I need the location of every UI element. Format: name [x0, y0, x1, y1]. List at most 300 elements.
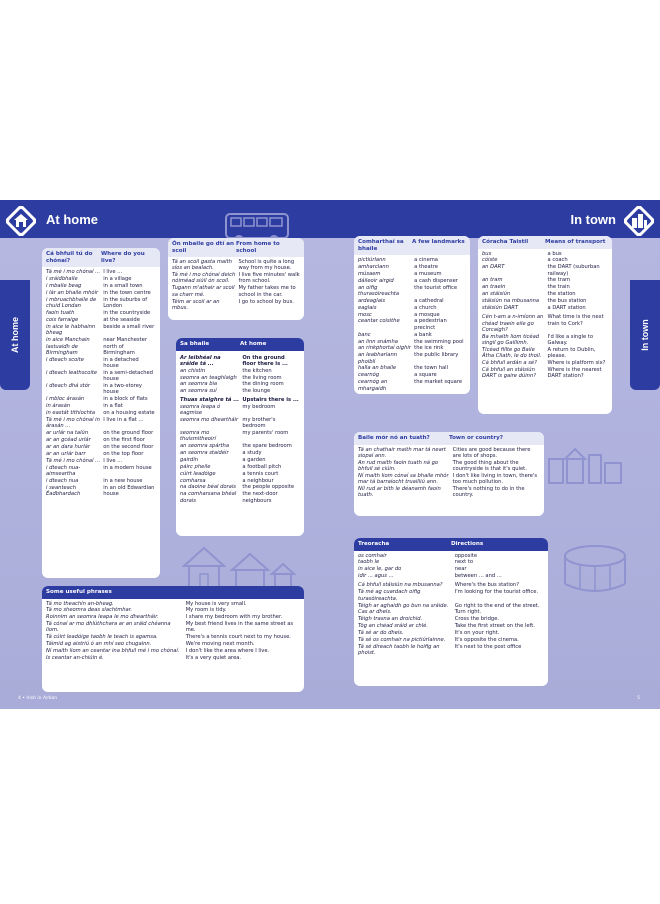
table-row [46, 403, 156, 409]
table-row [180, 375, 300, 381]
english-text: Cross the bridge. [454, 616, 500, 623]
table-row [358, 609, 544, 615]
table-row [358, 603, 544, 609]
table-row [358, 573, 544, 579]
table-row [46, 451, 156, 457]
irish-text: Tá mé i mo chónaí in árasán ... [46, 417, 100, 430]
school-box-header-english: From home to school [236, 241, 280, 254]
table-row [46, 269, 156, 275]
transport-box [478, 236, 612, 414]
english-text: beside a small river [103, 323, 155, 330]
table-row [358, 559, 544, 565]
irish-text: Tá sé os comhair na pictiúrlainne. [358, 637, 446, 643]
table-row [46, 641, 300, 647]
irish-text: i dteach scoite [46, 356, 84, 363]
english-text: my parents' room [242, 429, 289, 436]
english-text: What time is the next train to Cork? [547, 314, 604, 327]
side-tab-left [0, 280, 30, 390]
town-or-country-box [354, 432, 544, 516]
english-text: in a flat [103, 403, 123, 410]
english-text: Take the first street on the left. [454, 623, 535, 630]
table-row [46, 458, 156, 464]
table-row [482, 298, 608, 304]
english-text: in a detached house [103, 356, 139, 370]
table-row [358, 447, 540, 460]
irish-text: gairdín [180, 456, 199, 463]
english-text: a mosque [414, 311, 440, 318]
irish-text: Thuas staighre tá ... [180, 396, 240, 403]
irish-text: Téigh trasna an droichid. [358, 616, 423, 623]
table-row [180, 484, 300, 490]
irish-text: lastuaidh de Birmingham [46, 343, 78, 356]
english-text: Upstairs there is ... [242, 396, 299, 403]
english-text: a pedestrian precinct [414, 318, 447, 331]
irish-text: Cá bhfuil stáisiún na mbusanna? [358, 582, 443, 589]
irish-text: Ticéad fillte go Baile Átha Cliath, le do thoil. [482, 347, 542, 360]
irish-text: an leabharlann phoiblí [358, 352, 398, 365]
footer-left: 4 • Irish in Action [18, 696, 58, 701]
phrases-box-title: Some useful phrases [46, 589, 112, 595]
irish-text: an seomra spártha [180, 443, 230, 450]
english-text: the town hall [414, 365, 449, 372]
english-text: in a block of flats [103, 396, 148, 403]
irish-text: an seomra suí [180, 388, 217, 395]
english-text: a garden [242, 456, 266, 463]
side-tab-left-label: At home [10, 317, 20, 353]
english-text: The good thing about the countryside is that it's quiet. [452, 459, 527, 472]
english-text: at the seaside [103, 316, 140, 323]
english-text: My father takes me to school in the car. [238, 285, 296, 298]
directions-box-header-english: Directions [451, 541, 484, 547]
irish-text: i dteach nua [46, 477, 79, 484]
table-row [46, 337, 156, 343]
directions-box-header [354, 538, 548, 551]
irish-text: banc [358, 331, 371, 338]
english-text: on the top floor [103, 450, 144, 457]
irish-text: i dteach dhá stór [46, 383, 91, 390]
town-box-header-irish: Baile mór nó an tuath? [358, 435, 430, 441]
irish-text: Cén t-am a n-imíonn an chéad traein eile go Corcaigh? [482, 314, 544, 333]
english-text: There's a tennis court next to my house. [185, 634, 291, 641]
transport-box-rows [478, 249, 612, 383]
school-box-header-irish: Ón mbaile go dtí an scoil [172, 241, 234, 254]
irish-text: taobh le [358, 559, 380, 566]
table-row [46, 370, 156, 383]
table-row [180, 404, 300, 417]
table-row [358, 271, 466, 277]
header-band [0, 200, 660, 238]
directions-box-header-irish: Treoracha [358, 541, 390, 547]
english-text: I'm looking for the tourist office. [454, 589, 539, 596]
english-text: in a new house [103, 477, 143, 484]
table-row [46, 383, 156, 396]
irish-text: halla an bhaile [358, 365, 397, 372]
table-row [46, 417, 156, 430]
irish-text: Tá mé ag cuardach oifig turasóireachta. [358, 589, 421, 602]
irish-text: in eastát tithíochta [46, 410, 96, 417]
side-tab-right-label: In town [640, 319, 650, 351]
english-text: in the town centre [103, 289, 151, 296]
irish-text: pictiúrlann [358, 257, 386, 263]
table-row [180, 388, 300, 394]
footer-right: 5 [637, 696, 640, 701]
irish-text: seomra leapa ó eagmise [180, 403, 221, 416]
irish-text: stáisiún na mbusanna [482, 298, 540, 305]
english-text: I'd like a single to Galway. [547, 333, 593, 347]
english-text: my bedroom [242, 403, 276, 410]
english-text: I share my bedroom with my brother. [185, 614, 283, 621]
table-row [358, 298, 466, 304]
table-row [46, 357, 156, 370]
irish-text: Tá mé i mo chónaí ... [46, 269, 101, 275]
irish-text: an stáisiún [482, 291, 511, 298]
irish-text: Ba mhaith liom ticéad singil go Gaillimh. [482, 333, 540, 347]
table-row [482, 334, 608, 347]
table-row [46, 317, 156, 323]
irish-text: Ní maith liom an ceantar ina bhfuil mé i mo chónaí. [46, 648, 180, 655]
irish-text: in aice le, gar do [358, 566, 402, 573]
table-row [358, 345, 466, 351]
english-text: next to [454, 559, 474, 566]
table-row [180, 417, 300, 430]
english-text: the people opposite [242, 484, 295, 491]
house-logo-icon [6, 206, 36, 236]
irish-text: an chistin [180, 367, 206, 374]
irish-text: Téigh ar aghaidh go bun na sráide. [358, 602, 449, 609]
english-text: the station [547, 291, 576, 298]
table-row [358, 339, 466, 345]
irish-text: ardeaglais [358, 297, 386, 304]
english-text: in the countryside [103, 309, 151, 316]
irish-text: Ar leibhéal na sráide tá ... [180, 354, 221, 367]
english-text: the train [547, 284, 570, 291]
english-text: It's a very quiet area. [185, 655, 242, 662]
irish-text: mosc [358, 311, 372, 318]
english-text: the lounge [242, 388, 271, 395]
table-row [358, 379, 466, 392]
where-box-rows [42, 267, 160, 500]
irish-text: Tá mé i mo chónaí ... [46, 457, 101, 464]
english-text: my brother's bedroom [242, 416, 276, 430]
irish-text: i mbloc árasán [46, 396, 85, 403]
table-row [46, 283, 156, 289]
phrases-box-rows [42, 599, 304, 664]
irish-text: Roinnim an seomra leapa le mo dheartháir. [46, 614, 159, 621]
english-text: a cathedral [414, 297, 444, 304]
irish-text: dáileoir airgid [358, 277, 394, 284]
irish-text: stáisiún DART [482, 305, 519, 312]
table-row [358, 305, 466, 311]
directions-box-rows [354, 551, 548, 660]
house-box-rows [176, 351, 304, 507]
english-text: a neighbour [242, 477, 274, 484]
irish-text: Téim ar scoil ar an mbus. [172, 298, 220, 311]
town-logo-icon [624, 206, 654, 236]
table-row [358, 473, 540, 486]
table-row [46, 324, 156, 337]
english-text: a study [242, 450, 262, 456]
irish-text: Níl rud ar bith le déanamh faoin tuath. [358, 486, 441, 499]
english-text: A return to Dublin, please. [547, 347, 596, 360]
english-text: near [454, 566, 467, 573]
transport-box-header-english: Means of transport [545, 239, 606, 245]
irish-text: i sráidbhaile [46, 275, 78, 282]
irish-text: páirc pheile [180, 463, 211, 470]
page-title-left: At home [46, 212, 98, 227]
irish-text: an oifig thurasóireachta [358, 284, 400, 297]
house-box-header [176, 338, 304, 351]
table-row [358, 264, 466, 270]
table-row [46, 465, 156, 478]
where-box-header-english: Where do you live? [101, 251, 145, 264]
table-row [180, 443, 300, 449]
english-text: a coach [547, 257, 568, 264]
english-text: We're moving next month. [185, 641, 255, 648]
table-row [46, 655, 300, 661]
landmarks-box [354, 236, 470, 394]
house-box-header-english: At home [240, 341, 267, 347]
town-box-header [354, 432, 544, 445]
irish-text: os comhair [358, 552, 387, 559]
irish-text: ar urlár na talún [46, 430, 89, 437]
english-text: the market square [414, 379, 463, 386]
english-text: in a village [103, 275, 132, 282]
table-row [180, 471, 300, 477]
irish-text: seomra mo thuismitheoirí [180, 429, 216, 443]
irish-text: Tá cúirt leadóige taobh le teach is agamsa. [46, 634, 158, 641]
english-text: the DART (suburban railway) [547, 264, 600, 277]
irish-text: Tá an scoil gasta maith síos an bealach. [172, 259, 232, 272]
table-row [358, 644, 544, 657]
english-text: on the ground floor [103, 430, 154, 437]
table-row [46, 310, 156, 316]
table-row [180, 450, 300, 456]
english-text: a DART station [547, 305, 586, 312]
table-row [46, 276, 156, 282]
table-row [482, 284, 608, 290]
signs-box-header [354, 236, 470, 255]
where-do-you-live-box [42, 248, 160, 578]
table-row [482, 264, 608, 277]
english-text: a bus [547, 250, 562, 257]
irish-text: cúirt leadóige [180, 470, 216, 477]
irish-text: in árasán [46, 403, 71, 410]
table-row [180, 397, 300, 403]
page-title-right: In town [570, 212, 616, 227]
table-row [358, 352, 466, 365]
phrases-box-header [42, 586, 304, 599]
houses-icon [180, 540, 296, 590]
table-row [358, 553, 544, 559]
directions-box [354, 538, 548, 686]
irish-text: an seomra bia [180, 381, 218, 388]
irish-text: an DART [482, 264, 505, 271]
english-text: My room is tidy. [185, 607, 227, 614]
irish-text: i mbruachbhaile de chuid Londan [46, 296, 97, 309]
english-text: near Manchester [103, 336, 147, 343]
table-row [358, 623, 544, 629]
buildings-icon [545, 445, 625, 485]
english-text: the next-door neighbours [242, 491, 278, 504]
english-text: the tourist office [414, 284, 458, 291]
table-row [358, 630, 544, 636]
table-row [46, 648, 300, 654]
irish-text: músaem [358, 270, 381, 277]
side-tab-right [630, 280, 660, 390]
table-row [358, 332, 466, 338]
english-text: a theatre [414, 263, 438, 270]
english-text: a football pitch [242, 463, 282, 470]
table-row [180, 464, 300, 470]
table-row [358, 365, 466, 371]
irish-text: an tram [482, 277, 503, 284]
house-box-header-irish: Sa bhaile [180, 341, 210, 347]
irish-text: amharclann [358, 263, 389, 270]
english-text: My best friend lives in the same street as me. [185, 621, 294, 634]
signs-box-header-irish: Comharthaí sa bhaile [358, 239, 404, 252]
irish-text: seomra an teaghlaigh [180, 374, 237, 381]
english-text: the dining room [242, 381, 284, 388]
home-to-school-box [168, 238, 304, 320]
irish-text: eaglais [358, 304, 377, 311]
table-row [358, 257, 466, 263]
english-text: It's on your right. [454, 630, 500, 637]
irish-text: i lár an bhaile mhóir [46, 289, 99, 296]
table-row [358, 312, 466, 318]
table-row [358, 637, 544, 643]
english-text: a church [414, 304, 437, 311]
table-row [482, 367, 608, 380]
english-text: the ice rink [414, 345, 444, 352]
signs-box-rows [354, 255, 470, 394]
table-row [172, 272, 300, 285]
table-row [482, 305, 608, 311]
table-row [172, 299, 300, 312]
english-text: the spare bedroom [242, 443, 292, 450]
table-row [358, 589, 544, 602]
table-row [358, 278, 466, 284]
english-text: My house is very small. [185, 600, 247, 607]
table-row [482, 291, 608, 297]
at-home-rooms-box [176, 338, 304, 536]
irish-text: Táimid ag aistriú ó an mhí seo chugainn. [46, 641, 152, 648]
irish-text: cearnóg [358, 372, 380, 379]
table-row [46, 297, 156, 310]
town-box-header-english: Town or country? [449, 435, 504, 441]
english-text: the kitchen [242, 367, 272, 374]
english-text: It's next to the post office [454, 643, 522, 650]
signs-box-header-english: A few landmarks [412, 239, 465, 245]
where-box-header-irish: Cá bhfuil tú do chónaí? [46, 251, 93, 264]
useful-phrases-box [42, 586, 304, 692]
english-text: I don't like living in town, there's too much pollution. [452, 472, 538, 486]
table-row [482, 251, 608, 257]
table-row [46, 410, 156, 416]
where-box-header [42, 248, 160, 267]
english-text: the living room [242, 374, 282, 381]
english-text: I live in a flat ... [103, 417, 144, 424]
table-row [46, 601, 300, 607]
table-row [358, 486, 540, 499]
english-text: in an old Edwardian house [103, 484, 155, 498]
table-row [46, 485, 156, 498]
irish-text: Tá sé ar do dheis. [358, 630, 404, 637]
english-text: I live five minutes' walk from school. [238, 272, 300, 285]
irish-text: an rinkphortaí oighir [358, 345, 411, 352]
irish-text: Tá mo theachín an-bheag. [46, 600, 114, 607]
irish-text: ar an urlár barr [46, 450, 86, 457]
transport-box-header-irish: Córacha Taistil [482, 239, 529, 245]
irish-text: faoin tuath [46, 309, 75, 316]
english-text: a square [414, 372, 437, 379]
irish-text: an traein [482, 284, 506, 291]
irish-text: idir ... agus ... [358, 573, 394, 580]
english-text: Where's the bus station? [454, 582, 520, 589]
english-text: I live ... [103, 457, 123, 464]
english-text: in a small town [103, 282, 143, 289]
table-row [358, 285, 466, 298]
english-text: the tram [547, 277, 571, 284]
english-text: School is quite a long way from my house. [238, 259, 295, 272]
irish-text: i seanteach Éadbhardach [46, 484, 81, 498]
english-text: Where is the nearest DART station? [547, 367, 602, 380]
table-row [482, 347, 608, 360]
english-text: in a modern house [103, 464, 152, 471]
irish-text: an seomra staidéir [180, 450, 229, 456]
english-text: Where is platform six? [547, 360, 606, 367]
table-row [180, 457, 300, 463]
irish-text: Cas ar dheis. [358, 609, 392, 616]
transport-box-header [478, 236, 612, 249]
english-text: I don't like the area where I live. [185, 648, 270, 655]
irish-text: Tóg an chéad sráid ar chlé. [358, 623, 428, 630]
table-row [46, 634, 300, 640]
table-row [46, 396, 156, 402]
stadium-icon [560, 540, 630, 596]
table-row [46, 607, 300, 613]
irish-text: Tugann m'athair ar scoil sa charr mé. [172, 285, 235, 298]
irish-text: comharsa [180, 477, 206, 484]
table-row [358, 582, 544, 588]
irish-text: Tá an chathair maith mar tá neart siopaí ann. [358, 446, 446, 459]
english-text: Turn right. [454, 609, 482, 616]
english-text: on the second floor [103, 444, 154, 450]
table-row [46, 614, 300, 620]
english-text: the swimming pool [414, 338, 464, 345]
english-text: a tennis court [242, 470, 279, 477]
irish-text: Is ceantar an-chiúin é. [46, 655, 104, 662]
english-text: the public library [414, 352, 459, 359]
irish-text: in aice le habhainn bheag [46, 323, 96, 336]
table-row [358, 460, 540, 473]
english-text: It's opposite the cinema. [454, 637, 519, 643]
irish-text: Tá mo sheomra deas slachtmhar. [46, 607, 133, 614]
table-row [180, 430, 300, 443]
english-text: in a semi-detached house [103, 369, 153, 383]
english-text: opposite [454, 552, 478, 559]
irish-text: bus [482, 250, 492, 257]
table-row [180, 368, 300, 374]
english-text: the bus station [547, 298, 587, 305]
irish-text: in aice Manchain [46, 336, 90, 343]
table-row [180, 355, 300, 368]
irish-text: Ní maith liom cónaí sa bhaile mhór mar tá barraíocht truailliú ann. [358, 472, 449, 486]
english-text: in a two-storey house [103, 383, 143, 396]
table-row [180, 381, 300, 387]
english-text: north of Birmingham [103, 343, 135, 356]
table-row [482, 277, 608, 283]
irish-text: An rud maith faoin tuath ná go bhfuil sé ciúin. [358, 459, 439, 472]
